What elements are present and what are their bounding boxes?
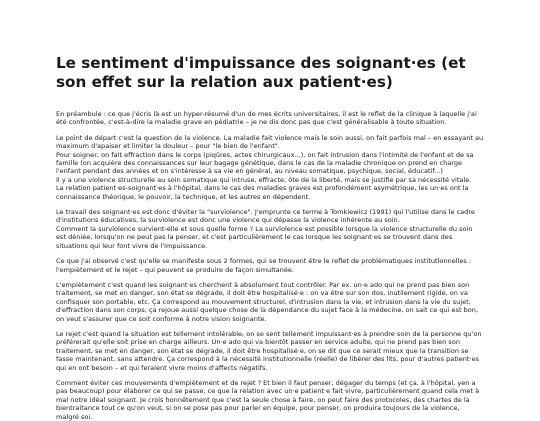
paragraph-conclusion: Comment éviter ces mouvements d'empiètement et de rejet ? Et bien il faut penser, dégager du temps (et ça, à l'hôpital, yen a pas beaucoup) pour élaborer ce qui se passe, ce que la relation avec un·e patient·e fait vivre, particulièrement quand cela met à mal notre idéal soignant. Je crois honnêtement que c'est la seule chose à faire, on peut faire des protocoles, des chartes de la bientraitance tout ce qu'on veut, si on se pose pas pour parler en équipe, pour penser, on produira toujours de la violence, malgré soi. (56, 378, 480, 421)
paragraph-survolence: Le travail des soignant·es est donc d'éviter la "survïolence". J'emprunte ce terme à Tomkiewicz (1991) qui l'utilise dans le cadre d'institutions éducatives, la survïolence est donc une violence qui dépasse la violence inhérente au soin. Comment la survïolence survient-elle et sous quelle forme ? La survïolence est possible lorsque la violence structurelle du soin est déniée, lorsqu'on ne peut pas la penser, et c'est particulièrement le cas lorsque les soignant·es se trouvent dans des situations qui leur font vivre de l'impuissance. (56, 208, 475, 250)
paragraph-empietement: L'empiètement c'est quand les soignant·es cherchent à absolument tout contrôler. Par ex. un·e ado qui ne prend pas bien son traitement, se met en danger, son état se dégrade, il doit être hospitalisé·e : on va être sur son dos, inutilement rigide, on va confisquer son portable, etc. Ça correspond au mouvement structurel, d'intrusion dans la vie, et intrusion dans la vie du sujet, d'effraction dans son corps, ça rejoue aussi quelque chose de la dépendance du sujet face à la médecine, on sait ce qui est bon, on veut s'assurer que ce soit conforme à notre vision soignante. (56, 280, 479, 323)
paragraph-violence: Le point de départ c'est la question de la violence. La maladie fait violence mais le soin aussi, on fait parfois mal – en essayant au maximum d'apaiser et limiter la douleur – pour "le bien de l'enfant". Pour soigner, on fait effraction dans le corps (piqûres, actes chirurgicaux...), on fait intrusion dans l'intimité de l'enfant et de sa famille (on acquière des connaissances sur leur bagage génétique, dans le cas de la maladie chronique on prend en charge l'enfant pendant des années et on s'intéresse à sa vie en général, au niveau somatique, psychique, social, éducatif...) Il y a une violence structurelle au soin somatique qui intruse, effracte, ôte de la liberté, mais se justifie par sa nécessité vitale. La relation patient·es-soignant·es à l'hôpital, dans le cas des maladies graves est profondément asymétrique, les un·es ont la connaissance théorique, le pouvoir, la technique, et les autres en dépendent. (56, 133, 484, 201)
document-title: Le sentiment d'impuissance des soignant·es (et son effet sur la relation aux patient·es) (56, 54, 466, 91)
paragraph-two-forms: Ce que j'ai observé c'est qu'elle se manifeste sous 2 formes, qui se trouvent être le reflet de problématiques institutionnelles : l'empiètement et le rejet – qui peuvent se produire de façon simultanée. (56, 257, 472, 274)
paragraph-preamble: En préambule : ce que j'écris là est un hyper-résumé d'un de mes écrits universitaires, il est le reflet de la clinique à laquelle j'ai été confrontée, c'est-à-dire la maladie grave en pédiatrie – je ne dis donc pas que c'est généralisable à toute situation. (56, 110, 477, 127)
paragraph-rejet: Le rejet c'est quand la situation est tellement intolérable, on se sent tellement impuissant·es à prendre soin de la personne qu'on préférerait qu'elle soit prise en charge ailleurs. Un·e ado qui va bientôt passer en service adulte, qui ne prend pas bien son traitement, se met en danger, son état se dégrade, il doit être hospitalisé·e, on se dit que ce serait mieux que la transition se fasse maintenant, sans attendre. Ça correspond à la nécessité institutionnelle (réelle) de libérer des lits, pour d'autres patient·es qui en ont besoin – et qui feraient vivre moins d'affects négatifs. (56, 329, 482, 372)
